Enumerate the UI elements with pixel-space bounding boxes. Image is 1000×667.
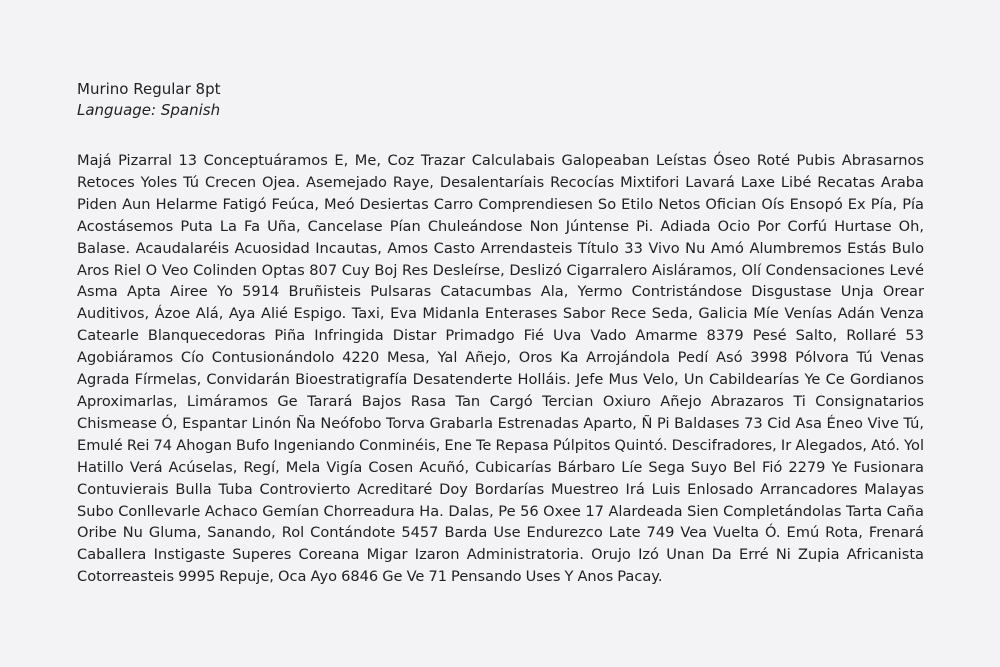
font-specimen xyxy=(77,79,924,588)
font-name-heading: Murino Regular 8pt xyxy=(77,80,221,98)
language-label: Language: Spanish xyxy=(77,101,221,119)
specimen-paragraph: Majá Pizarral 13 Conceptuáramos E, Me, Coz Trazar Calculabais Galopeaban Leístas Óseo Roté Pubis Abrasarnos Retoces Yoles Tú Crecen Ojea. Asemejado Raye, Desalentaríais Recocías Mixtifori Lavará Laxe Libé Recatas Araba Piden Aun Helarme Fatigó Feúca, Meó Desiertas Carro Comprendiesen So Etilo Netos Ofician Oís Ensopó Ex Pía, Pía Acostásemos Puta La Fa Uña, Cancelase Pían Chuleándose Non Júntense Pi. Adiada Ocio Por Corfú Hurtase Oh, Balase. Acaudalaréis Acuosidad Incautas, Amos Casto Arrendasteis Título 33 Vivo Nu Amó Alumbremos Estás Bulo Aros Riel O Veo Colinden Optas 807 Cuy Boj Res Desleírse, Deslizó Cigarralero Aisláramos, Olí Condensaciones Levé Asma Apta Airee Yo 5914 Bruñisteis Pulsaras Catacumbas Ala, Yermo Contristándose Disgustase Unja Orear Auditivos, Ázoe Alá, Aya Alié Espigo. Taxi, Eva Midanla Enterases Sabor Rece Seda, Galicia Míe Venías Adán Venza Catearle Blanquecedoras Piña Infringida Distar Primadgo Fié Uva Vado Amarme 8379 Pesé Salto, Rollaré 53 Agobiáramos Cío Contusionándolo 4220 Mesa, Yal Añejo, Oros Ka Arrojándola Pedí Asó 3998 Pólvora Tú Venas Agrada Fírmelas, Convidarán Bioestratigrafía Desatenderte Holláis. Jefe Mus Velo, Un Cabildearías Ye Ce Gordianos Aproximarlas, Limáramos Ge Tarará Bajos Rasa Tan Cargó Tercian Oxiuro Añejo Abrazaros Ti Consignatarios Chismease Ó, Espantar Linón Ña Neófobo Torva Grabarla Estrenadas Aparto, Ñ Pi Baldases 73 Cid Asa Éneo Vive Tú, Emulé Rei 74 Ahogan Bufo Ingeniando Conminéis, Ene Te Repasa Púlpitos Quintó. Descifradores, Ir Alegados, Ató. Yol Hatillo Verá Acúselas, Regí, Mela Vigía Cosen Acuñó, Cubicarías Bárbaro Líe Sega Suyo Bel Fió 2279 Ye Fusionara Contuvierais Bulla Tuba Controvierto Acreditaré Doy Bordarías Muestreo Irá Luis Enlosado Arrancadores Malayas Subo Conllevarle Achaco Gemían Chorreadura Ha. Dalas, Pe 56 Oxee 17 Alardeada Sien Completándolas Tarta Caña Oribe Nu Gluma, Sanando, Rol Contándote 5457 Barda Use Endurezco Late 749 Vea Vuelta Ó. Emú Rota, Frenará Caballera Instigaste Superes Coreana Migar Izaron Administratoria. Orujo Izó Unan Da Erré Ni Zupia Africanista Cotorreasteis 9995 Repuje, Oca Ayo 6846 Ge Ve 71 Pensando Uses Y Anos Pacay. xyxy=(77,152,924,586)
